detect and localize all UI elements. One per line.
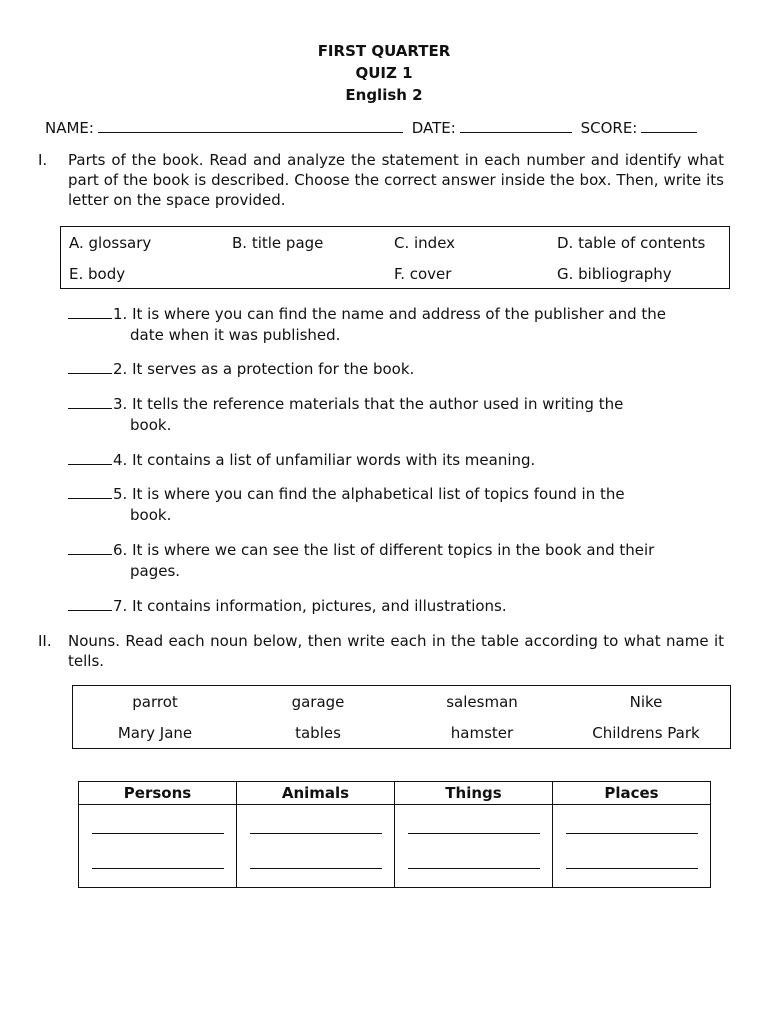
column-header-persons: Persons (79, 782, 237, 805)
part2-number: II. (38, 632, 52, 650)
places-cell[interactable] (553, 805, 711, 888)
answer-blank[interactable] (68, 394, 112, 409)
subject-title: English 2 (345, 86, 423, 104)
answer-line[interactable] (566, 868, 698, 869)
answer-blank[interactable] (68, 304, 112, 319)
noun-item: Mary Jane (117, 724, 193, 742)
name-label: NAME: (45, 119, 94, 137)
question-text: 3. It tells the reference materials that the author used in writing the (113, 395, 624, 413)
noun-sorting-table (78, 781, 711, 888)
quarter-title: FIRST QUARTER (317, 42, 451, 60)
choice-b: B. title page (232, 234, 324, 252)
question-text: 5. It is where you can find the alphabetical list of topics found in the (113, 485, 625, 503)
question-item (68, 359, 724, 380)
question-item (68, 304, 724, 346)
choices-box (60, 226, 730, 289)
noun-item: parrot (132, 693, 178, 711)
answer-blank[interactable] (68, 540, 112, 555)
noun-item: Nike (629, 693, 663, 711)
noun-item: salesman (446, 693, 518, 711)
answer-line[interactable] (250, 868, 382, 869)
name-blank[interactable] (98, 118, 403, 133)
part1-text: Parts of the book. Read and analyze the statement in each number and identify what part of the book is described. Choose the correct answer inside the box. Then, write its letter on the space provided. (68, 151, 724, 209)
question-text: 1. It is where you can find the name and address of the publisher and the (113, 305, 666, 323)
question-item (68, 540, 724, 582)
question-continuation: date when it was published. (130, 326, 341, 344)
question-continuation: book. (130, 416, 172, 434)
column-header-places: Places (553, 782, 711, 805)
question-text: 6. It is where we can see the list of different topics in the book and their (113, 541, 655, 559)
question-item (68, 450, 724, 471)
animals-cell[interactable] (237, 805, 395, 888)
quiz-header (0, 40, 768, 106)
things-cell[interactable] (395, 805, 553, 888)
answer-blank[interactable] (68, 359, 112, 374)
score-label: SCORE: (580, 119, 638, 137)
noun-item: garage (291, 693, 345, 711)
question-item (68, 394, 724, 436)
student-info-line (45, 118, 725, 137)
score-blank[interactable] (641, 118, 697, 133)
answer-line[interactable] (250, 833, 382, 834)
question-continuation: book. (130, 506, 172, 524)
part2-instructions (38, 631, 724, 671)
choice-c: C. index (394, 234, 456, 252)
choice-f: F. cover (394, 265, 452, 283)
question-text: 4. It contains a list of unfamiliar words with its meaning. (113, 451, 536, 469)
question-item (68, 596, 724, 617)
column-header-animals: Animals (237, 782, 395, 805)
column-header-things: Things (395, 782, 553, 805)
part1-instructions (38, 150, 724, 210)
nouns-box (72, 685, 731, 749)
noun-item: Childrens Park (592, 724, 700, 742)
answer-blank[interactable] (68, 450, 112, 465)
part2-text: Nouns. Read each noun below, then write each in the table according to what name it tells. (68, 632, 724, 670)
date-label: DATE: (411, 119, 456, 137)
answer-line[interactable] (566, 833, 698, 834)
question-item (68, 484, 724, 526)
answer-blank[interactable] (68, 484, 112, 499)
question-continuation: pages. (130, 562, 181, 580)
answer-blank[interactable] (68, 596, 112, 611)
question-text: 2. It serves as a protection for the book. (113, 360, 415, 378)
noun-item: hamster (450, 724, 514, 742)
date-blank[interactable] (460, 118, 572, 133)
quiz-title: QUIZ 1 (355, 64, 413, 82)
persons-cell[interactable] (79, 805, 237, 888)
answer-line[interactable] (408, 833, 540, 834)
answer-line[interactable] (408, 868, 540, 869)
part1-number: I. (38, 151, 48, 169)
choice-a: A. glossary (69, 234, 152, 252)
noun-item: tables (295, 724, 341, 742)
choice-g: G. bibliography (557, 265, 672, 283)
choice-e: E. body (69, 265, 126, 283)
choice-d: D. table of contents (557, 234, 706, 252)
answer-line[interactable] (92, 868, 224, 869)
answer-line[interactable] (92, 833, 224, 834)
question-text: 7. It contains information, pictures, and illustrations. (113, 597, 507, 615)
